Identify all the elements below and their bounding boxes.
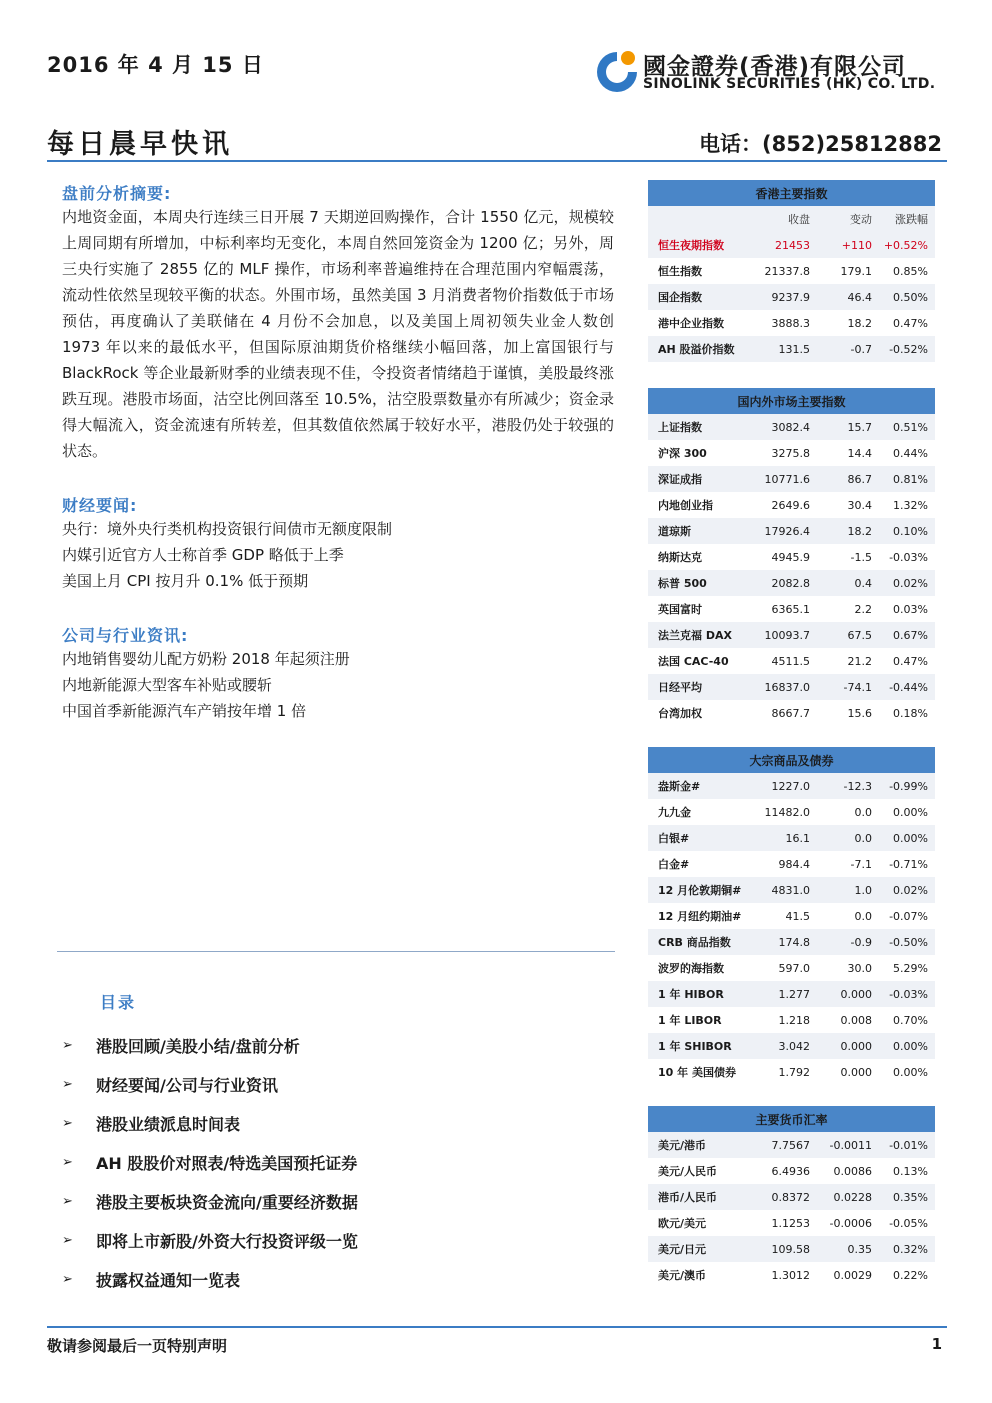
row-name: 恒生夜期指数 (658, 239, 724, 252)
table-row (648, 981, 935, 1007)
row-change: 0.008 (840, 1013, 872, 1027)
row-name: 欧元/美元 (658, 1217, 707, 1230)
row-change: 30.0 (847, 961, 872, 975)
row-name: 纳斯达克 (658, 551, 702, 564)
row-change: -1.5 (850, 550, 872, 564)
finance-news-list (62, 516, 614, 594)
toc-item[interactable] (62, 1065, 358, 1104)
table-of-contents (62, 1026, 358, 1299)
row-percent: -0.03% (889, 550, 928, 564)
row-percent: 1.32% (893, 498, 928, 512)
list-item: 内媒引近官方人士称首季 GDP 略低于上季 (62, 546, 344, 564)
row-change: -7.1 (850, 857, 872, 871)
row-change: 0.0086 (833, 1164, 872, 1178)
toc-title: 目录 (100, 993, 137, 1012)
row-close: 1.792 (778, 1065, 810, 1079)
row-name: CRB 商品指数 (658, 936, 731, 949)
row-change: 46.4 (847, 290, 872, 304)
row-close: 0.8372 (771, 1190, 810, 1204)
row-name: 12 月纽约期油# (658, 910, 742, 923)
row-name: 港币/人民币 (658, 1191, 718, 1204)
row-close: 6.4936 (771, 1164, 810, 1178)
row-name: 1 年 LIBOR (658, 1014, 722, 1027)
company-news-list (62, 646, 614, 724)
table-row (648, 232, 935, 258)
row-close: 1227.0 (771, 779, 810, 793)
section-divider (57, 951, 615, 952)
row-percent: +0.52% (883, 238, 928, 252)
toc-item[interactable] (62, 1026, 358, 1065)
table-row (648, 903, 935, 929)
toc-item[interactable] (62, 1104, 358, 1143)
arrow-bullet-icon: ➢ (62, 1194, 73, 1209)
table-row (648, 1184, 935, 1210)
table-row (648, 877, 935, 903)
row-close: 1.1253 (771, 1216, 810, 1230)
table-row (648, 1132, 935, 1158)
list-item: 中国首季新能源汽车产销按年增 1 倍 (62, 702, 307, 720)
table-row (648, 258, 935, 284)
column-header-change: 变动 (850, 213, 872, 226)
list-item: 内地销售婴幼儿配方奶粉 2018 年起须注册 (62, 650, 350, 668)
toc-item[interactable] (62, 1260, 358, 1299)
row-percent: 0.47% (893, 316, 928, 330)
row-close: 131.5 (778, 342, 810, 356)
row-name: 标普 500 (658, 577, 707, 590)
table-row (648, 414, 935, 440)
table-row (648, 929, 935, 955)
row-change: 15.7 (847, 420, 872, 434)
footer-disclaimer: 敬请参阅最后一页特别声明 (47, 1337, 228, 1355)
row-percent: 0.44% (893, 446, 928, 460)
row-close: 984.4 (778, 857, 810, 871)
table-row (648, 1262, 935, 1288)
row-change: 21.2 (847, 654, 872, 668)
row-close: 8667.7 (771, 706, 810, 720)
list-item: 美国上月 CPI 按月升 0.1% 低于预期 (62, 572, 309, 590)
row-close: 16.1 (785, 831, 810, 845)
row-close: 2082.8 (771, 576, 810, 590)
toc-item[interactable] (62, 1143, 358, 1182)
row-name: 美元/港币 (658, 1139, 707, 1152)
table-row (648, 674, 935, 700)
table-row (648, 518, 935, 544)
row-close: 4945.9 (771, 550, 810, 564)
row-percent: 0.32% (893, 1242, 928, 1256)
row-percent: 0.13% (893, 1164, 928, 1178)
row-percent: 5.29% (893, 961, 928, 975)
table-header: 国内外市场主要指数 (648, 388, 935, 414)
table-row (648, 825, 935, 851)
row-change: 0.0029 (833, 1268, 872, 1282)
row-name: 美元/澳币 (658, 1269, 707, 1282)
list-item: 央行：境外央行类机构投资银行间债市无额度限制 (62, 520, 393, 538)
arrow-bullet-icon: ➢ (62, 1116, 73, 1131)
toc-item[interactable] (62, 1182, 358, 1221)
row-name: 内地创业指 (658, 499, 713, 512)
row-close: 1.277 (778, 987, 810, 1001)
report-date: 2016 年 4 月 15 日 (47, 53, 264, 77)
row-name: 1 年 SHIBOR (658, 1040, 732, 1053)
table-row (648, 1210, 935, 1236)
table-row (648, 1158, 935, 1184)
column-header-close: 收盘 (788, 213, 810, 226)
row-close: 1.218 (778, 1013, 810, 1027)
column-header-percent: 涨跌幅 (895, 213, 928, 226)
row-name: 美元/日元 (658, 1243, 707, 1256)
row-percent: 0.03% (893, 602, 928, 616)
row-change: 1.0 (854, 883, 872, 897)
row-close: 6365.1 (771, 602, 810, 616)
row-name: 白银# (658, 832, 690, 845)
row-change: -12.3 (843, 779, 872, 793)
row-percent: -0.99% (889, 779, 928, 793)
row-name: 美元/人民币 (658, 1165, 718, 1178)
row-name: 日经平均 (658, 681, 702, 694)
table-row (648, 799, 935, 825)
table-row (648, 622, 935, 648)
row-close: 10093.7 (764, 628, 810, 642)
row-change: 2.2 (854, 602, 872, 616)
row-percent: 0.81% (893, 472, 928, 486)
row-name: 深证成指 (658, 473, 702, 486)
row-name: 盎斯金# (658, 780, 701, 793)
row-close: 17926.4 (764, 524, 810, 538)
row-change: -0.0006 (829, 1216, 872, 1230)
row-change: 0.0 (854, 805, 872, 819)
company-news-title: 公司与行业资讯: (62, 626, 189, 645)
row-change: 0.35 (847, 1242, 872, 1256)
row-percent: 0.00% (893, 805, 928, 819)
table-body (648, 773, 935, 1085)
row-close: 3082.4 (771, 420, 810, 434)
phone-number: 电话：(852)25812882 (699, 132, 942, 156)
row-percent: -0.50% (889, 935, 928, 949)
sinolink-logo-icon (595, 46, 639, 94)
table-row (648, 700, 935, 726)
row-close: 41.5 (785, 909, 810, 923)
table-header: 主要货币汇率 (648, 1106, 935, 1132)
row-close: 7.7567 (771, 1138, 810, 1152)
table-header: 大宗商品及债券 (648, 747, 935, 773)
row-change: 0.0228 (833, 1190, 872, 1204)
row-name: AH 股溢价指数 (658, 343, 735, 356)
row-name: 恒生指数 (658, 265, 702, 278)
table-body (648, 232, 935, 362)
commodities-table (648, 747, 935, 1085)
company-name-cn: 國金證券(香港)有限公司 (643, 54, 907, 80)
arrow-bullet-icon: ➢ (62, 1155, 73, 1170)
row-name: 12 月伦敦期铜# (658, 884, 742, 897)
table-row (648, 851, 935, 877)
row-close: 1.3012 (771, 1268, 810, 1282)
arrow-bullet-icon: ➢ (62, 1272, 73, 1287)
row-name: 英国富时 (658, 603, 702, 616)
row-name: 法国 CAC-40 (658, 655, 729, 668)
table-row (648, 648, 935, 674)
row-close: 4511.5 (771, 654, 810, 668)
toc-item-label: 财经要闻/公司与行业资讯 (96, 1076, 278, 1095)
row-percent: 0.47% (893, 654, 928, 668)
row-name: 上证指数 (658, 421, 702, 434)
row-close: 21337.8 (764, 264, 810, 278)
list-item: 内地新能源大型客车补贴或腰斩 (62, 676, 273, 694)
row-close: 3888.3 (771, 316, 810, 330)
table-body (648, 1132, 935, 1288)
row-change: 18.2 (847, 524, 872, 538)
row-percent: 0.00% (893, 831, 928, 845)
row-change: 15.6 (847, 706, 872, 720)
global-indices-table (648, 388, 935, 726)
summary-title: 盘前分析摘要: (62, 184, 172, 203)
row-change: +110 (841, 238, 872, 252)
row-percent: 0.85% (893, 264, 928, 278)
row-change: -0.9 (850, 935, 872, 949)
table-column-headers (648, 206, 935, 232)
row-change: 86.7 (847, 472, 872, 486)
row-percent: -0.07% (889, 909, 928, 923)
table-row (648, 570, 935, 596)
table-row (648, 336, 935, 362)
page-title: 每日晨早快讯 (47, 129, 233, 160)
row-close: 21453 (775, 238, 810, 252)
row-close: 10771.6 (764, 472, 810, 486)
table-row (648, 1059, 935, 1085)
row-change: -0.0011 (829, 1138, 872, 1152)
row-change: 67.5 (847, 628, 872, 642)
summary-text: 内地资金面，本周央行连续三日开展 7 天期逆回购操作，合计 1550 亿元，规模较上周同期有所增加，中标利率均无变化，本周自然回笼资金为 1200 亿；另外，周三央行实施了 2855 亿的 MLF 操作，市场利率普遍维持在合理范围内窄幅震荡，流动性依然呈现较平衡的状态。外围市场，虽然美国 3 月消费者物价指数低于市场预估，再度确认了美联储在 4 月份不会加息，以及美国上周初领失业金人数创 1973 年以来的最低水平，但国际原油期货价格继续小幅回落，加上富国银行与 BlackRock 等企业最新财季的业绩表现不佳，令投资者情绪趋于谨慎，美股最终涨跌互现。港股市场面，沽空比例回落至 10.5%，沽空股票数量亦有所减少；资金录得大幅流入，资金流速有所转差，但其数值依然属于较好水平，港股仍处于较强的状态。 (62, 208, 614, 460)
table-row (648, 440, 935, 466)
row-percent: -0.05% (889, 1216, 928, 1230)
row-percent: 0.00% (893, 1039, 928, 1053)
page-number: 1 (931, 1335, 942, 1353)
toc-item-label: AH 股股价对照表/特选美国预托证券 (96, 1154, 358, 1173)
row-change: 0.0 (854, 831, 872, 845)
row-close: 11482.0 (764, 805, 810, 819)
row-change: 0.4 (854, 576, 872, 590)
row-close: 174.8 (778, 935, 810, 949)
row-name: 法兰克福 DAX (658, 629, 732, 642)
table-row (648, 1033, 935, 1059)
arrow-bullet-icon: ➢ (62, 1077, 73, 1092)
row-change: 30.4 (847, 498, 872, 512)
table-row (648, 596, 935, 622)
arrow-bullet-icon: ➢ (62, 1233, 73, 1248)
toc-item-label: 即将上市新股/外资大行投资评级一览 (96, 1232, 358, 1251)
row-percent: 0.70% (893, 1013, 928, 1027)
row-name: 九九金 (658, 806, 691, 819)
row-change: -74.1 (843, 680, 872, 694)
row-change: -0.7 (850, 342, 872, 356)
row-name: 国企指数 (658, 291, 702, 304)
row-name: 道琼斯 (658, 525, 691, 538)
row-change: 0.000 (840, 1039, 872, 1053)
row-percent: 0.35% (893, 1190, 928, 1204)
toc-item-label: 港股回顾/美股小结/盘前分析 (96, 1037, 300, 1056)
table-body (648, 414, 935, 726)
row-close: 3275.8 (771, 446, 810, 460)
table-row (648, 310, 935, 336)
row-close: 4831.0 (771, 883, 810, 897)
row-change: 18.2 (847, 316, 872, 330)
row-close: 9237.9 (771, 290, 810, 304)
table-row (648, 1236, 935, 1262)
row-close: 2649.6 (771, 498, 810, 512)
row-percent: 0.51% (893, 420, 928, 434)
row-change: 0.000 (840, 1065, 872, 1079)
row-percent: 0.00% (893, 1065, 928, 1079)
row-percent: 0.67% (893, 628, 928, 642)
row-percent: 0.10% (893, 524, 928, 538)
company-logo (595, 46, 947, 96)
row-percent: 0.02% (893, 883, 928, 897)
row-change: 179.1 (840, 264, 872, 278)
table-row (648, 1007, 935, 1033)
row-percent: -0.01% (889, 1138, 928, 1152)
row-percent: 0.18% (893, 706, 928, 720)
row-percent: -0.52% (889, 342, 928, 356)
row-percent: 0.50% (893, 290, 928, 304)
fx-table (648, 1106, 935, 1288)
company-name-en: SINOLINK SECURITIES (HK) CO. LTD. (643, 76, 936, 92)
arrow-bullet-icon: ➢ (62, 1038, 73, 1053)
row-name: 白金# (658, 858, 690, 871)
row-close: 109.58 (771, 1242, 810, 1256)
row-name: 沪深 300 (658, 447, 707, 460)
hk-indices-table (648, 180, 935, 362)
footer-divider (47, 1326, 947, 1328)
table-header: 香港主要指数 (648, 180, 935, 206)
row-change: 0.000 (840, 987, 872, 1001)
table-row (648, 544, 935, 570)
table-row (648, 284, 935, 310)
table-row (648, 773, 935, 799)
row-percent: -0.44% (889, 680, 928, 694)
table-row (648, 466, 935, 492)
finance-news-title: 财经要闻: (62, 496, 138, 515)
row-name: 港中企业指数 (658, 317, 724, 330)
row-close: 3.042 (778, 1039, 810, 1053)
row-name: 波罗的海指数 (658, 962, 724, 975)
row-name: 1 年 HIBOR (658, 988, 724, 1001)
toc-item-label: 披露权益通知一览表 (96, 1271, 241, 1290)
row-name: 台湾加权 (658, 707, 702, 720)
toc-item-label: 港股主要板块资金流向/重要经济数据 (96, 1193, 358, 1212)
row-percent: 0.02% (893, 576, 928, 590)
toc-item[interactable] (62, 1221, 358, 1260)
row-name: 10 年 美国债券 (658, 1066, 736, 1079)
row-change: 14.4 (847, 446, 872, 460)
row-close: 597.0 (778, 961, 810, 975)
table-row (648, 492, 935, 518)
toc-item-label: 港股业绩派息时间表 (96, 1115, 241, 1134)
row-percent: 0.22% (893, 1268, 928, 1282)
row-close: 16837.0 (764, 680, 810, 694)
row-percent: -0.03% (889, 987, 928, 1001)
row-change: 0.0 (854, 909, 872, 923)
table-row (648, 955, 935, 981)
row-percent: -0.71% (889, 857, 928, 871)
header-divider (47, 160, 947, 162)
